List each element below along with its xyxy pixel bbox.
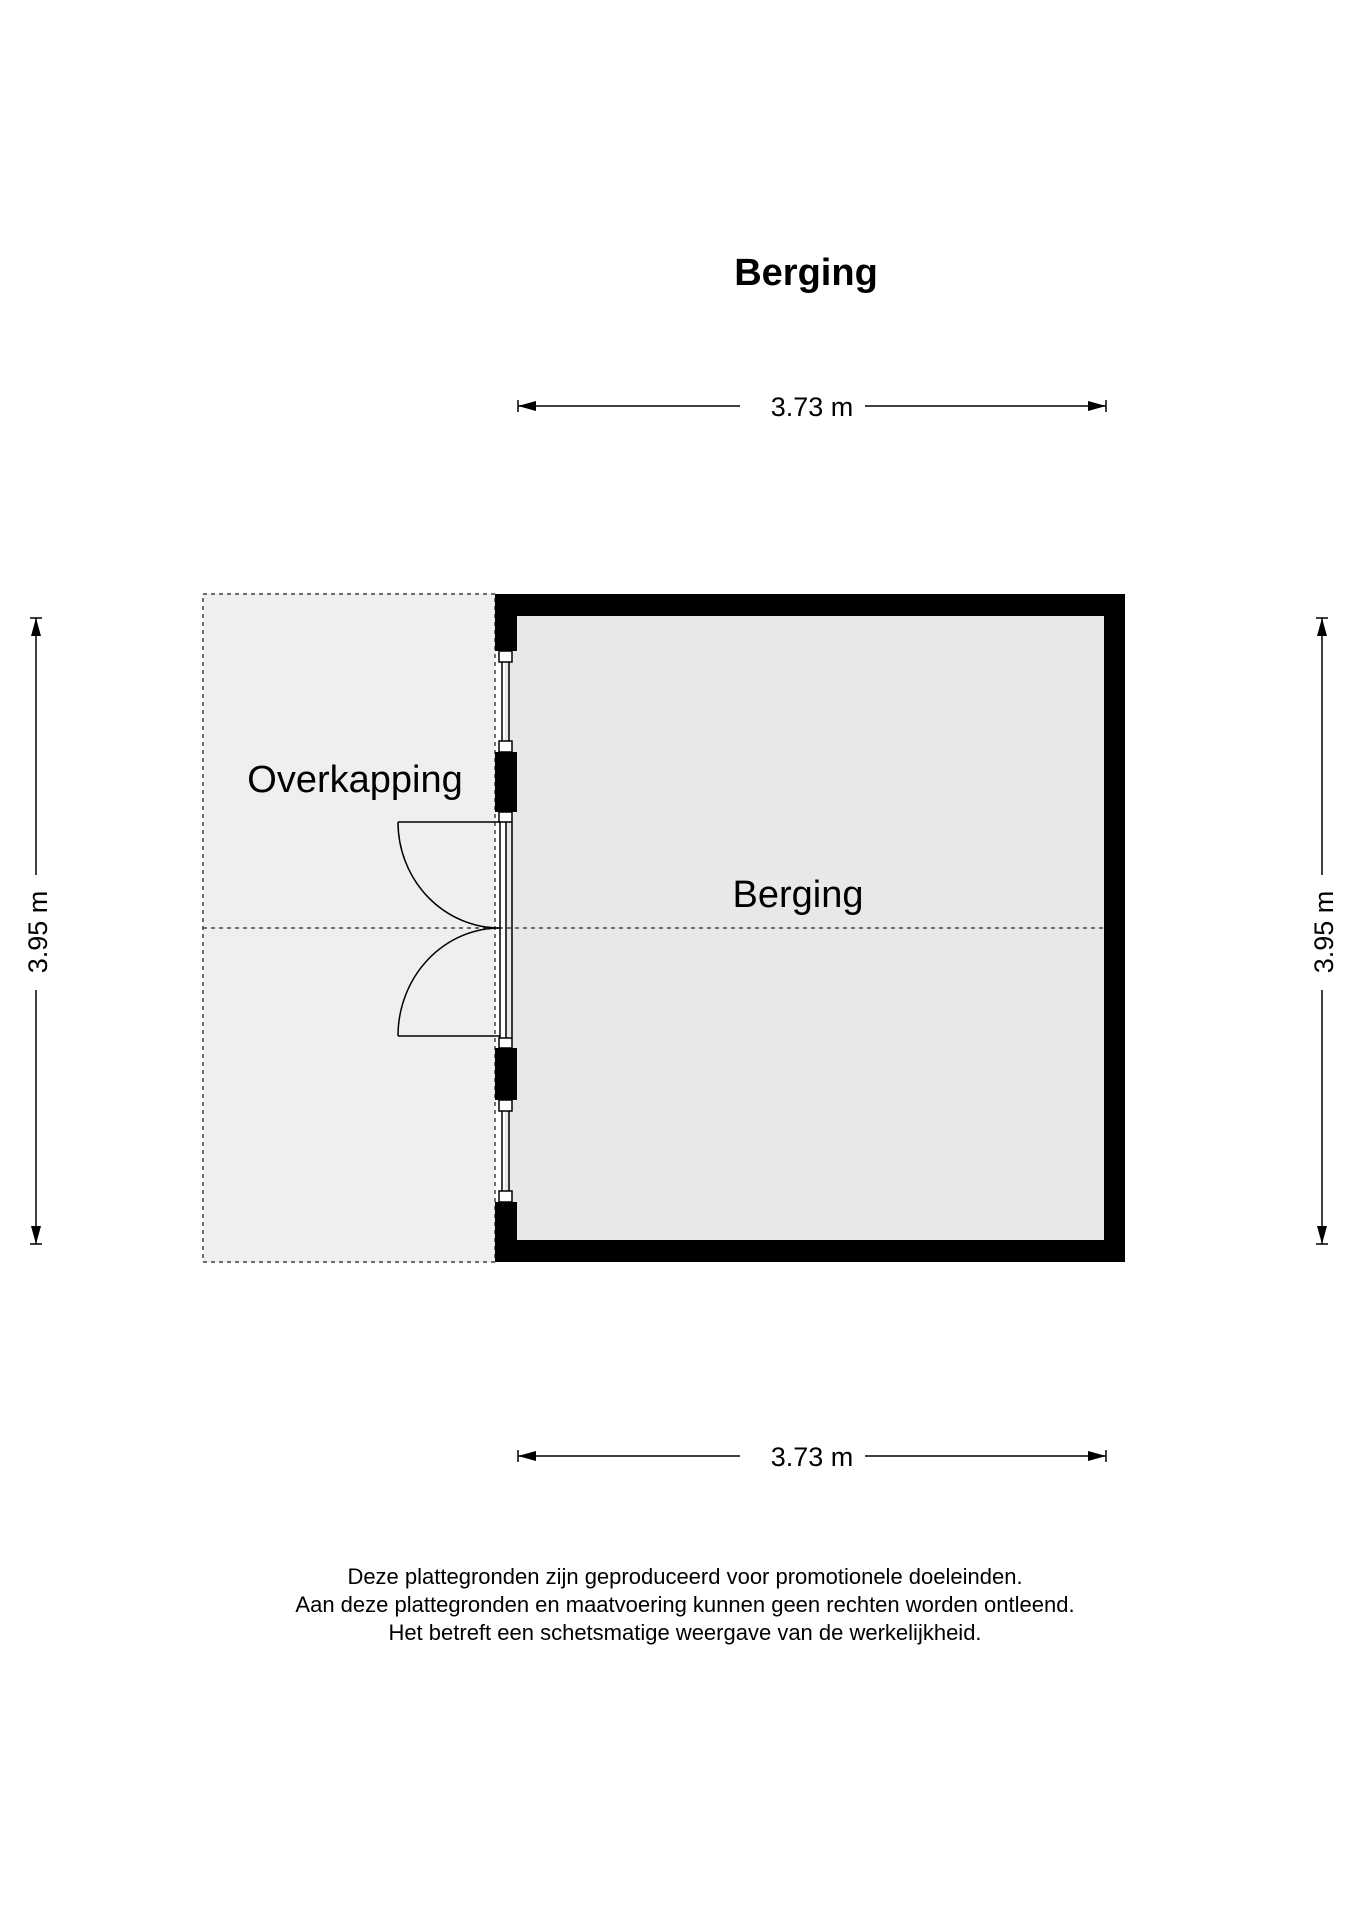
plan-title: Berging [734,252,878,294]
disclaimer-line-2: Aan deze plattegronden en maatvoering kunnen geen rechten worden ontleend. [295,1592,1075,1617]
disclaimer-line-3: Het betreft een schetsmatige weergave van de werkelijkheid. [388,1620,982,1645]
room-label-berging: Berging [732,874,864,916]
room-label-overkapping: Overkapping [247,759,463,801]
dimension-right-label: 3.95 m [1309,890,1339,974]
dimension-left-label: 3.95 m [23,890,53,974]
disclaimer [0,1563,1358,1647]
dimension-bottom-label: 3.73 m [770,1442,854,1472]
dimension-top-label: 3.73 m [770,392,854,422]
disclaimer-line-1: Deze plattegronden zijn geproduceerd voor promotionele doeleinden. [347,1564,1023,1589]
